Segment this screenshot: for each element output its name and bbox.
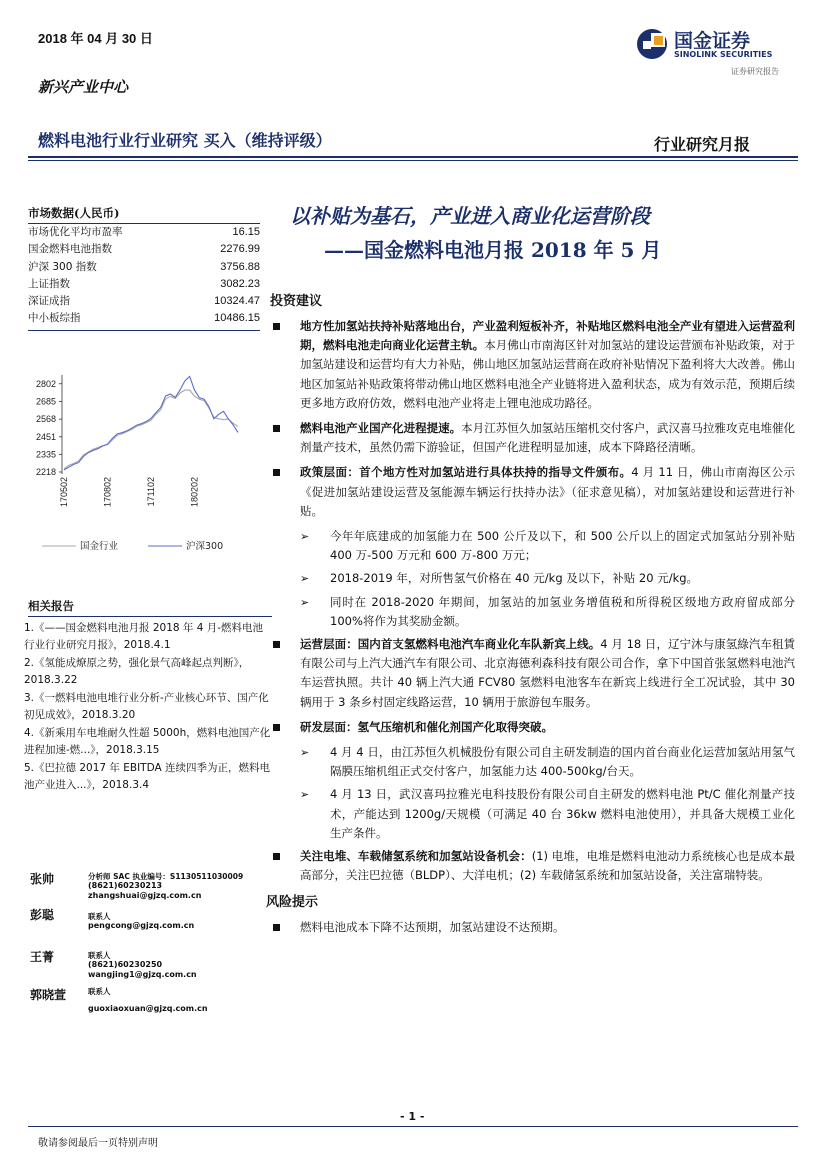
market-label: 国金燃料电池指数 (28, 243, 112, 256)
market-table (28, 224, 260, 328)
risk-heading: 风险提示 (266, 895, 319, 911)
report-item[interactable]: 4.《新乘用车电堆耐久性超 5000h，燃料电池国产化进程加速-燃...》，2018.3.15 (24, 727, 271, 756)
arrow-icon: ➢ (300, 788, 310, 802)
advice-text: 4 月 11 日，佛山市南海区公示《促进加氢站建设运营及氢能源车辆运行扶持办法》（征求意见稿），对加氢站建设和运营进行补贴。 (300, 465, 796, 518)
arrow-icon: ➢ (300, 572, 310, 586)
sub-text: 今年年底建成的加氢能力在 500 公斤及以下，和 500 公斤以上的固定式加氢站分别补贴 400 万-500 万元和 600 万-800 万元； (330, 529, 795, 563)
advice-paragraph (270, 463, 795, 521)
market-row (28, 276, 260, 293)
advice-text: (1) 电堆，电堆是燃料电池动力系统核心也是成本最高部分，关注巴拉德（BLDP）、大洋电机；(2) 车载储氢系统和加氢站设备，关注富瑞特装。 (300, 849, 795, 883)
main-title: 以补贴为基石，产业进入商业化运营阶段 (290, 204, 650, 228)
risk-text: 燃料电池成本下降不达预期，加氢站建设不达预期。 (300, 920, 565, 935)
sub-text: 4 月 13 日，武汉喜玛拉雅光电科技股份有限公司自主研发的燃料电池 Pt/C 催化剂量产技术，产能达到 1200g/天规模（可满足 40 台 36kw 燃料电池使用），并具备大规模工业化生产条件。 (330, 787, 795, 840)
logo-text-en: SINOLINK SECURITIES (674, 50, 773, 59)
market-data (28, 205, 260, 331)
sub-text: 2018-2019 年，对所售氢气价格在 40 元/kg 及以下，补贴 20 元/kg。 (330, 571, 699, 586)
analyst-email[interactable]: pengcong@gjzq.com.cn (88, 921, 195, 930)
y-tick-label: 2335 (35, 449, 56, 460)
report-item[interactable]: 2.《氢能成燎原之势，强化景气高峰起点判断》，2018.3.22 (24, 657, 250, 686)
series-line (64, 390, 238, 469)
analyst-phone: (8621)60230213 (88, 881, 163, 890)
analyst-email[interactable]: wangjing1@gjzq.com.cn (88, 970, 197, 979)
bullet-square-icon (273, 425, 280, 432)
analyst-name: 彭聪 (30, 908, 55, 922)
page-number: - 1 - (400, 1110, 425, 1123)
sub-text: 4 月 4 日，由江苏恒久机械股份有限公司自主研发制造的国内首台商业化运营加氢站用氢气隔膜压缩机组正式交付客户，加氢能力达 400-500kg/台天。 (330, 745, 795, 779)
y-tick-label: 2802 (35, 378, 56, 389)
market-heading: 市场数据(人民币) (28, 206, 120, 220)
company-logo (636, 26, 796, 82)
header-rule (28, 156, 798, 158)
report-item[interactable]: 1.《——国金燃料电池月报 2018 年 4 月-燃料电池行业行业研究月报》，2018.4.1 (24, 622, 264, 651)
sub-item (270, 527, 795, 565)
analyst-name: 王菁 (30, 950, 55, 964)
header-rule-thin (28, 160, 798, 161)
analyst-label: 联系人 (88, 912, 111, 921)
analyst-label: 联系人 (88, 987, 111, 996)
analyst-name: 郭晓萱 (30, 988, 67, 1002)
report-type: 行业研究月报 (654, 135, 751, 154)
advice-heading: 投资建议 (270, 294, 323, 309)
main-subtitle: ——国金燃料电池月报 2018 年 5 月 (324, 238, 662, 262)
bullet-square-icon (273, 853, 280, 860)
analyst-label: 联系人 (88, 951, 111, 960)
y-tick-label: 2685 (35, 396, 56, 407)
analyst-email[interactable]: guoxiaoxuan@gjzq.com.cn (88, 1004, 208, 1013)
legend-label: 国金行业 (80, 541, 119, 552)
sub-text: 同时在 2018-2020 年期间，加氢站的加氢业务增值税和所得税区级地方政府留成部分 100%将作为其奖励金额。 (330, 594, 795, 628)
analyst-email[interactable]: zhangshuai@gjzq.com.cn (88, 891, 202, 900)
related-reports (24, 598, 272, 794)
market-row (28, 310, 260, 327)
market-value: 16.15 (232, 226, 260, 238)
report-date: 2018 年 04 月 30 日 (38, 31, 153, 46)
market-row (28, 259, 260, 276)
market-value: 3756.88 (220, 260, 260, 273)
advice-bold: 地方性加氢站扶持补贴落地出台，产业盈利短板补齐，补贴地区燃料电池全产业有望进入运营盈利期，燃料电池走向商业化运营主轨。 (300, 319, 795, 353)
advice-text: 本月佛山市南海区针对加氢站的建设运营颁布补贴政策，对于加氢站建设和运营均有大力补贴，佛山地区加氢站运营商在政府补贴情况下盈利将大大改善。佛山地区加氢站补贴政策将带动佛山地区燃料电池全产业链将进入盈利状态，成为有效示范，预期后续更多地方政府仿效，燃料电池产业将走上锂电池成功路径。 (300, 338, 796, 410)
market-label: 上证指数 (28, 277, 70, 290)
bullet-square-icon (273, 641, 280, 648)
bullet-square-icon (273, 323, 280, 330)
advice-paragraph (270, 847, 795, 885)
analyst-phone: (8621)60230250 (88, 960, 163, 969)
advice-paragraph (270, 419, 795, 457)
sub-item (270, 785, 795, 843)
market-label: 深证成指 (28, 295, 70, 308)
report-item[interactable]: 3.《一燃料电池电堆行业分析-产业核心环节、国产化初见成效》，2018.3.20 (24, 692, 269, 721)
market-label: 沪深 300 指数 (28, 260, 97, 273)
market-value: 10324.47 (214, 295, 260, 308)
market-row (28, 224, 260, 241)
advice-paragraph (270, 317, 795, 413)
analyst-label: 分析师 SAC 执业编号：S1130511030009 (88, 872, 244, 881)
y-tick-label: 2218 (35, 467, 56, 477)
market-value: 3082.23 (220, 277, 260, 290)
arrow-icon: ➢ (300, 746, 310, 760)
market-label: 市场优化平均市盈率 (28, 226, 123, 238)
industry-title: 燃料电池行业行业研究 买入（维持评级） (38, 131, 332, 150)
disclaimer: 敬请参阅最后一页特别声明 (38, 1138, 158, 1149)
market-value: 2276.99 (220, 243, 260, 256)
bullet-square-icon (273, 469, 280, 476)
risk-paragraph (270, 918, 795, 937)
market-row (28, 293, 260, 310)
sub-item (270, 593, 795, 631)
index-chart (28, 370, 268, 560)
market-rule-bottom (28, 330, 260, 331)
y-tick-label: 2451 (35, 431, 56, 442)
x-tick-label: 180202 (189, 477, 200, 508)
main-body (266, 290, 796, 944)
arrow-icon: ➢ (300, 595, 310, 609)
footer-rule (28, 1126, 798, 1127)
x-tick-label: 170802 (102, 477, 113, 508)
reports-rule (28, 616, 272, 617)
sub-item (270, 569, 795, 588)
market-label: 中小板综指 (28, 312, 81, 325)
advice-paragraph (270, 718, 795, 737)
logo-mark-icon (636, 28, 668, 60)
advice-bold: 关注电堆、车载储氢系统和加氢站设备机会： (300, 849, 532, 864)
y-tick-label: 2568 (35, 414, 56, 425)
advice-text: 4 月 18 日，辽宁沐与康氢綠汽车租賃有限公司与上汽大通汽车有限公司、北京海德利森科技有限公司合作，拿下中国首张氢燃料电池汽车运营执照。共计 40 辆上汽大通 FCV80 氢燃料电池客车在新宾上线进行全工况试验，其中 30 辆用于 3 条乡村固定线路运营，10 辆用于旅游包车服务。 (300, 637, 796, 709)
x-tick-label: 171102 (146, 477, 156, 507)
research-center: 新兴产业中心 (38, 78, 129, 96)
advice-bold: 运营层面：国内首支氢燃料电池汽车商业化车队新宾上线。 (300, 637, 601, 652)
reports-list (24, 620, 272, 794)
arrow-icon: ➢ (300, 530, 310, 544)
report-item[interactable]: 5.《巴拉德 2017 年 EBITDA 连续四季为正，燃料电池产业进入...》，2018.3.4 (24, 762, 271, 791)
analysts (30, 870, 280, 1020)
index-chart-svg (28, 370, 268, 560)
logo-subtitle: 证券研究报告 (731, 67, 779, 76)
legend-label: 沪深300 (186, 541, 224, 552)
market-row (28, 241, 260, 258)
market-value: 10486.15 (214, 312, 260, 325)
series-line (64, 377, 238, 470)
advice-bold: 燃料电池产业国产化进程提速。 (300, 421, 462, 436)
reports-heading: 相关报告 (28, 599, 74, 613)
advice-bold: 政策层面：首个地方性对加氢站进行具体扶持的指导文件颁布。 (300, 465, 632, 480)
sub-item (270, 743, 795, 781)
bullet-square-icon (273, 924, 280, 931)
advice-text: 本月江苏恒久加氢站压缩机交付客户，武汉喜马拉雅攻克电堆催化剂量产技术，虽然仍需下游验证，但国产化进程明显加速，成本下降路径清晰。 (300, 421, 796, 455)
analyst-name: 张帅 (30, 872, 55, 886)
advice-paragraph (270, 635, 795, 712)
advice-bold: 研发层面：氢气压缩机和催化剂国产化取得突破。 (300, 719, 553, 734)
bullet-square-icon (273, 724, 280, 731)
x-tick-label: 170502 (59, 477, 69, 508)
logo-text-cn: 国金证券 (674, 30, 751, 52)
